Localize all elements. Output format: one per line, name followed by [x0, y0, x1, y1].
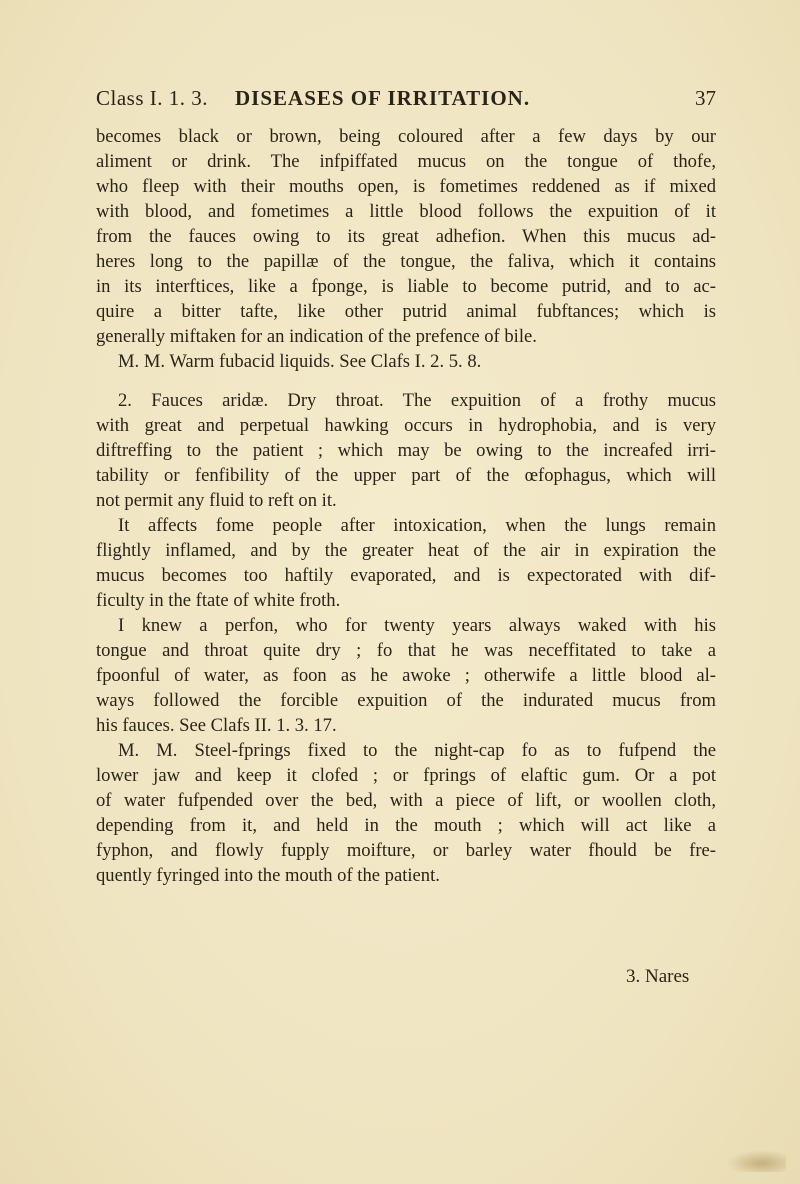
text-line: ficulty in the ftate of white froth. — [96, 590, 341, 611]
text-line: It affects fome people after intoxication, when the lungs remain — [118, 515, 716, 536]
text-line: of water fufpended over the bed, with a piece of lift, or woollen cloth, — [96, 790, 716, 811]
text-line: aliment or drink. The infpiffated mucus on the tongue of thofe, — [96, 151, 716, 172]
paragraph-gap — [96, 374, 716, 388]
class-reference: Class I. 1. 3. — [96, 86, 208, 110]
body-text — [96, 124, 716, 888]
text-line: diftreffing to the patient ; which may be owing to the increafed irri- — [96, 440, 716, 461]
text-line: tability or fenfibility of the upper part of the œfophagus, which will — [96, 465, 716, 486]
text-line: fyphon, and flowly fupply moifture, or barley water fhould be fre- — [96, 840, 716, 861]
text-line: who fleep with their mouths open, is fometimes reddened as if mixed — [96, 176, 716, 197]
text-line: generally miftaken for an indication of the prefence of bile. — [96, 326, 537, 347]
text-line: quire a bitter tafte, like other putrid animal fubftances; which is — [96, 301, 716, 322]
text-line: with blood, and fometimes a little blood follows the expuition of it — [96, 201, 716, 222]
text-line: in its interftices, like a fponge, is liable to become putrid, and to ac- — [96, 276, 716, 297]
text-line: not permit any fluid to reft on it. — [96, 490, 337, 511]
text-line: flightly inflamed, and by the greater heat of the air in expiration the — [96, 540, 716, 561]
text-line: with great and perpetual hawking occurs in hydrophobia, and is very — [96, 415, 716, 436]
page-number: 37 — [695, 86, 716, 110]
text-line: M. M. Steel-fprings fixed to the night-cap fo as to fufpend the — [118, 740, 716, 761]
text-line: I knew a perfon, who for twenty years always waked with his — [118, 615, 716, 636]
paper-stain — [726, 1150, 786, 1172]
text-line: depending from it, and held in the mouth ; which will act like a — [96, 815, 716, 836]
text-line: lower jaw and keep it clofed ; or fprings of elaftic gum. Or a pot — [96, 765, 716, 786]
text-line: his fauces. See Clafs II. 1. 3. 17. — [96, 715, 337, 736]
text-line: quently fyringed into the mouth of the patient. — [96, 865, 440, 886]
chapter-title: DISEASES OF IRRITATION. — [235, 86, 531, 110]
text-line: becomes black or brown, being coloured after a few days by our — [96, 126, 716, 147]
text-line: mucus becomes too haftily evaporated, and is expectorated with dif- — [96, 565, 716, 586]
running-header — [96, 86, 716, 118]
text-line: heres long to the papillæ of the tongue, the faliva, which it contains — [96, 251, 716, 272]
text-line: M. M. Warm fubacid liquids. See Clafs I. 2. 5. 8. — [118, 351, 482, 372]
text-line: tongue and throat quite dry ; fo that he was neceffitated to take a — [96, 640, 716, 661]
text-line: 2. Fauces aridæ. Dry throat. The expuition of a frothy mucus — [118, 390, 716, 411]
text-line: fpoonful of water, as foon as he awoke ; otherwife a little blood al- — [96, 665, 716, 686]
catchword: 3. Nares — [626, 966, 690, 987]
text-line: ways followed the forcible expuition of the indurated mucus from — [96, 690, 716, 711]
text-line: from the fauces owing to its great adhefion. When this mucus ad- — [96, 226, 716, 247]
